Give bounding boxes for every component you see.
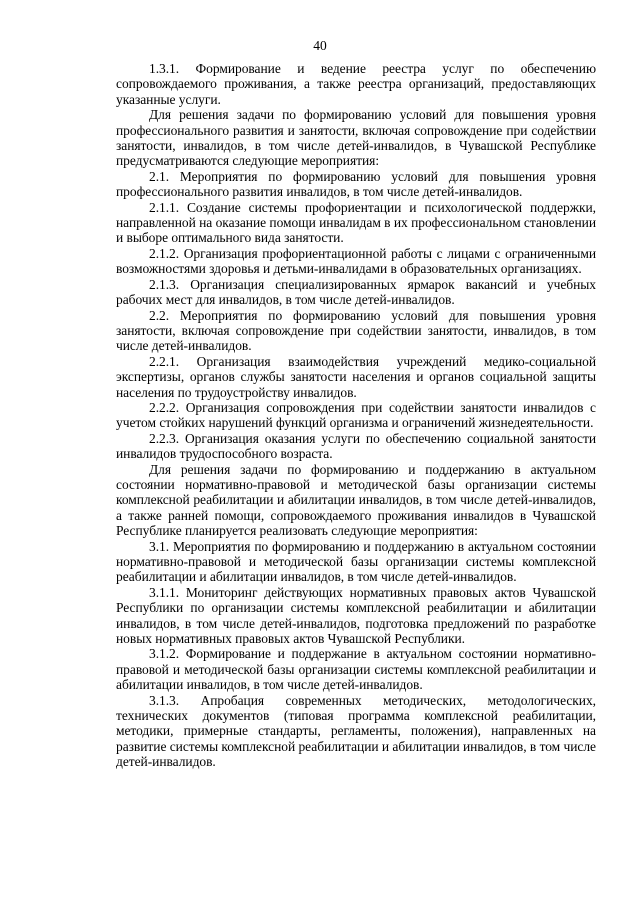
- paragraph-2-2-3: 2.2.3. Организация оказания услуги по обеспечению социальной занятости инвалидов трудоспособного возраста.: [116, 430, 596, 462]
- paragraph-1-3-1: 1.3.1. Формирование и ведение реестра услуг по обеспечению сопровождаемого проживания, а также реестра организаций, предоставляющих указанные услуги.: [116, 61, 596, 107]
- paragraph-2-2-1: 2.2.1. Организация взаимодействия учреждений медико-социальной экспертизы, органов службы занятости населения и органов социальной защиты населения по трудоустройству инвалидов.: [116, 353, 596, 400]
- paragraph-task-2-intro: Для решения задачи по формированию условий для повышения уровня профессионального развития и занятости, включая сопровождение при содействии занятости, инвалидов, в том числе детей-инвалидов, в Чувашской Республике предусматриваются следующие мероприятия:: [116, 107, 596, 169]
- paragraph-3-1-3: 3.1.3. Апробация современных методических, методологических, технических документов (типовая программа комплексной реабилитации, методики, примерные стандарты, регламенты, положения), направленных на развитие системы комплексной реабилитации и абилитации инвалидов, в том числе детей-инвалидов.: [116, 692, 596, 770]
- paragraph-3-1-1: 3.1.1. Мониторинг действующих нормативных правовых актов Чувашской Республики по организации системы комплексной реабилитации и абилитации инвалидов, в том числе детей-инвалидов, подготовка предложений по разработке новых нормативных правовых актов Чувашской Республики.: [116, 584, 596, 647]
- paragraph-2-1-1: 2.1.1. Создание системы профориентации и психологической поддержки, направленной на оказание помощи инвалидам в их профессиональном становлении и выборе оптимального вида занятости.: [116, 199, 596, 246]
- paragraph-2-1: 2.1. Мероприятия по формированию условий для повышения уровня профессионального развития инвалидов, в том числе детей-инвалидов.: [116, 168, 596, 200]
- paragraph-task-3-intro: Для решения задачи по формированию и поддержанию в актуальном состоянии нормативно-правовой и методической базы организации системы комплексной реабилитации и абилитации инвалидов, в том числе детей-инвалидов, а также ранней помощи, сопровождаемого проживания инвалидов в Чувашской Республике планируется реализовать следующие мероприятия:: [116, 461, 596, 539]
- paragraph-3-1-2: 3.1.2. Формирование и поддержание в актуальном состоянии нормативно-правовой и методической базы организации системы комплексной реабилитации и абилитации инвалидов, в том числе детей-инвалидов.: [116, 646, 596, 693]
- page-number: 40: [313, 38, 327, 53]
- paragraph-2-2-2: 2.2.2. Организация сопровождения при содействии занятости инвалидов с учетом стойких нарушений функций организма и ограничений жизнедеятельности.: [116, 399, 596, 431]
- paragraph-2-1-2: 2.1.2. Организация профориентационной работы с лицами с ограниченными возможностями здоровья и детьми-инвалидами в образовательных организациях.: [116, 245, 596, 277]
- paragraph-2-2: 2.2. Мероприятия по формированию условий для повышения уровня занятости, включая сопровождение при содействии занятости, инвалидов, в том числе детей-инвалидов.: [116, 307, 596, 354]
- document-body: [116, 61, 596, 770]
- paragraph-2-1-3: 2.1.3. Организация специализированных ярмарок вакансий и учебных рабочих мест для инвалидов, в том числе детей-инвалидов.: [116, 276, 596, 308]
- paragraph-3-1: 3.1. Мероприятия по формированию и поддержанию в актуальном состоянии нормативно-правовой и методической базы организации системы комплексной реабилитации и абилитации инвалидов, в том числе детей-инвалидов.: [116, 538, 596, 585]
